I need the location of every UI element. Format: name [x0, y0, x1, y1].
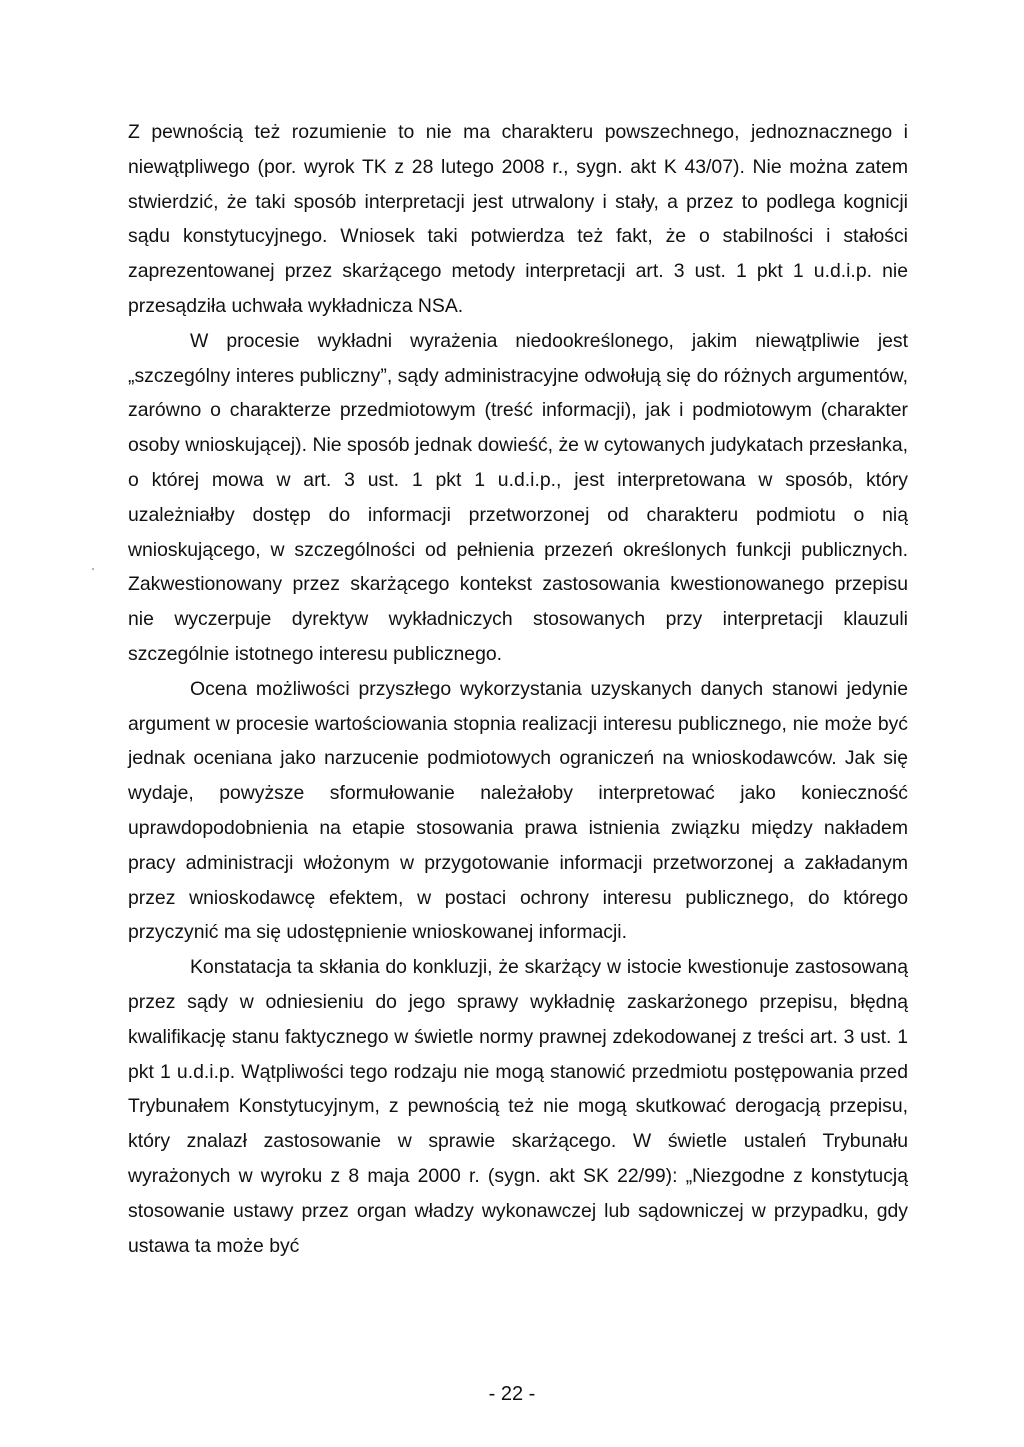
paragraph-2: W procesie wykładni wyrażenia niedookreślonego, jakim niewątpliwie jest „szczególny interes publiczny”, sądy administracyjne odwołują się do różnych argumentów, zarówno o charakterze przedmiotowym (treść informacji), jak i podmiotowym (charakter osoby wnioskującej). Nie sposób jednak dowieść, że w cytowanych judykatach przesłanka, o której mowa w art. 3 ust. 1 pkt 1 u.d.i.p., jest interpretowana w sposób, który uzależniałby dostęp do informacji przetworzonej od charakteru podmiotu o nią wnioskującego, w szczególności od pełnienia przezeń określonych funkcji publicznych. Zakwestionowany przez skarżącego kontekst zastosowania kwestionowanego przepisu nie wyczerpuje dyrektyw wykładniczych stosowanych przy interpretacji klauzuli szczególnie istotnego interesu publicznego.	[128, 329, 908, 665]
scan-speck	[92, 568, 94, 570]
page-number: - 22 -	[488, 1383, 536, 1405]
paragraph-3: Ocena możliwości przyszłego wykorzystania uzyskanych danych stanowi jedynie argument w procesie wartościowania stopnia realizacji interesu publicznego, nie może być jednak oceniana jako narzucenie podmiotowych ograniczeń na wnioskodawców. Jak się wydaje, powyższe sformułowanie należałoby interpretować jako konieczność uprawdopodobnienia na etapie stosowania prawa istnienia związku między nakładem pracy administracji włożonym w przygotowanie informacji przetworzonej a zakładanym przez wnioskodawcę efektem, w postaci ochrony interesu publicznego, do którego przyczynić ma się udostępnienie wnioskowanej informacji.	[128, 677, 908, 944]
paragraph-1: Z pewnością też rozumienie to nie ma charakteru powszechnego, jednoznacznego i niewątpliwego (por. wyrok TK z 28 lutego 2008 r., sygn. akt K 43/07). Nie można zatem stwierdzić, że taki sposób interpretacji jest utrwalony i stały, a przez to podlega kognicji sądu konstytucyjnego. Wniosek taki potwierdza też fakt, że o stabilności i stałości zaprezentowanej przez skarżącego metody interpretacji art. 3 ust. 1 pkt 1 u.d.i.p. nie przesądziła uchwała wykładnicza NSA.	[128, 121, 908, 317]
paragraph-4: Konstatacja ta skłania do konkluzji, że skarżący w istocie kwestionuje zastosowaną przez sądy w odniesieniu do jego sprawy wykładnię zaskarżonego przepisu, błędną kwalifikację stanu faktycznego w świetle normy prawnej zdekodowanej z treści art. 3 ust. 1 pkt 1 u.d.i.p. Wątpliwości tego rodzaju nie mogą stanowić przedmiotu postępowania przed Trybunałem Konstytucyjnym, z pewnością też nie mogą skutkować derogacją przepisu, który znalazł zastosowanie w sprawie skarżącego. W świetle ustaleń Trybunału wyrażonych w wyroku z 8 maja 2000 r. (sygn. akt SK 22/99): „Niezgodne z konstytucją stosowanie ustawy przez organ władzy wykonawczej lub sądowniczej w przypadku, gdy ustawa ta może być	[128, 956, 908, 1257]
body-text	[128, 115, 908, 1263]
